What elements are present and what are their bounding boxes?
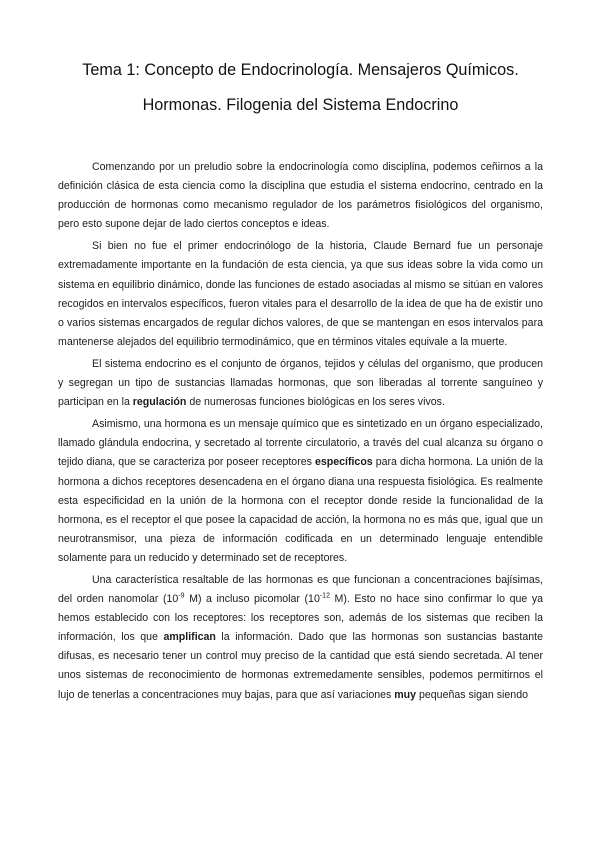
text-run: de numerosas funciones biológicas en los seres vivos. [186, 396, 445, 409]
text-run: M) a incluso picomolar (10 [184, 593, 320, 606]
text-run: pequeñas sigan siendo [416, 688, 528, 701]
paragraph-5 [58, 571, 543, 705]
paragraph-1 [58, 158, 543, 234]
bold-text: específicos [314, 456, 373, 469]
title-line-2: Hormonas. Filogenia del Sistema Endocrino [142, 96, 459, 114]
title-line-1: Tema 1: Concepto de Endocrinología. Mensajeros Químicos. [82, 61, 519, 79]
text-run: El sistema endocrino es el conjunto de órganos, tejidos y células del organismo, que producen y segregan un tipo de sustancias llamadas hormonas, que son liberadas al torrente sanguíneo y participan en la [58, 357, 543, 409]
paragraph-3 [58, 355, 543, 412]
text-run: M). Esto no hace sino confirmar lo que ya hemos establecido con los receptores: los receptores son, además de los sistemas que reciben la información, los que [58, 593, 544, 644]
bold-text: muy [394, 688, 417, 701]
text-run: Comenzando por un preludio sobre la endocrinología como disciplina, podemos ceñirnos a la definición clásica de esta ciencia como la disciplina que estudia el sistema endocrino, centrado en la producción de hormonas como mecanismo regulador de los parámetros fisiológicos del organismo, pero esto supone dejar de lado ciertos conceptos e ideas. [58, 161, 543, 231]
text-run: Asimismo, una hormona es un mensaje químico que es sintetizado en un órgano especializado, llamado glándula endocrina, y secretado al torrente circulatorio, a través del cual alcanza su órgano o tejido diana, que se caracteriza por poseer receptores [58, 418, 543, 469]
document-body [58, 158, 543, 705]
paragraph-2 [58, 237, 543, 352]
text-run: Si bien no fue el primer endocrinólogo de la historia, Claude Bernard fue un personaje extremadamente importante en la fundación de esta ciencia, ya que sus ideas sobre la vida como un sistema en equilibrio dinámico, donde las funciones de estado asociadas al mismo se sitúan en valores recogidos en intervalos específicos, fueron vitales para el desarrollo de la idea de que ha de existir uno o varios sistemas encargados de regular dichos valores, de que se mantengan en esos intervalos para mantenerse alejados del equilibrio termodinámico, que en términos vitales equivale a la muerte. [58, 240, 543, 348]
superscript-text: -12 [319, 592, 330, 600]
bold-text: regulación [132, 396, 187, 409]
bold-text: amplifican [163, 631, 216, 644]
text-run: la información. Dado que las hormonas son sustancias bastante difusas, es necesario tener un control muy preciso de la cantidad que está siendo secretada. Al tener unos sistemas de reconocimiento de hormonas extremedamente sensibles, podemos permitirnos el lujo de tenerlas a concentraciones muy bajas, para que así variaciones [58, 631, 543, 701]
text-run: Una característica resaltable de las hormonas es que funcionan a concentraciones bajísimas, del orden nanomolar (10 [58, 573, 543, 606]
superscript-text: -9 [178, 592, 185, 600]
document-title [58, 53, 543, 123]
paragraph-4 [58, 415, 543, 568]
text-run: para dicha hormona. La unión de la hormona a dichos receptores desencadena en el órgano diana una respuesta fisiológica. Es realmente esta especificidad en la unión de la hormona con el receptor donde reside la funcionalidad de la hormona, es el receptor el que posee la capacidad de acción, la hormona no es más que, igual que un neurotransmisor, una pieza de información codificada en un determinado lenguaje entendible solamente para un reducido y determinado set de receptores. [58, 456, 543, 564]
